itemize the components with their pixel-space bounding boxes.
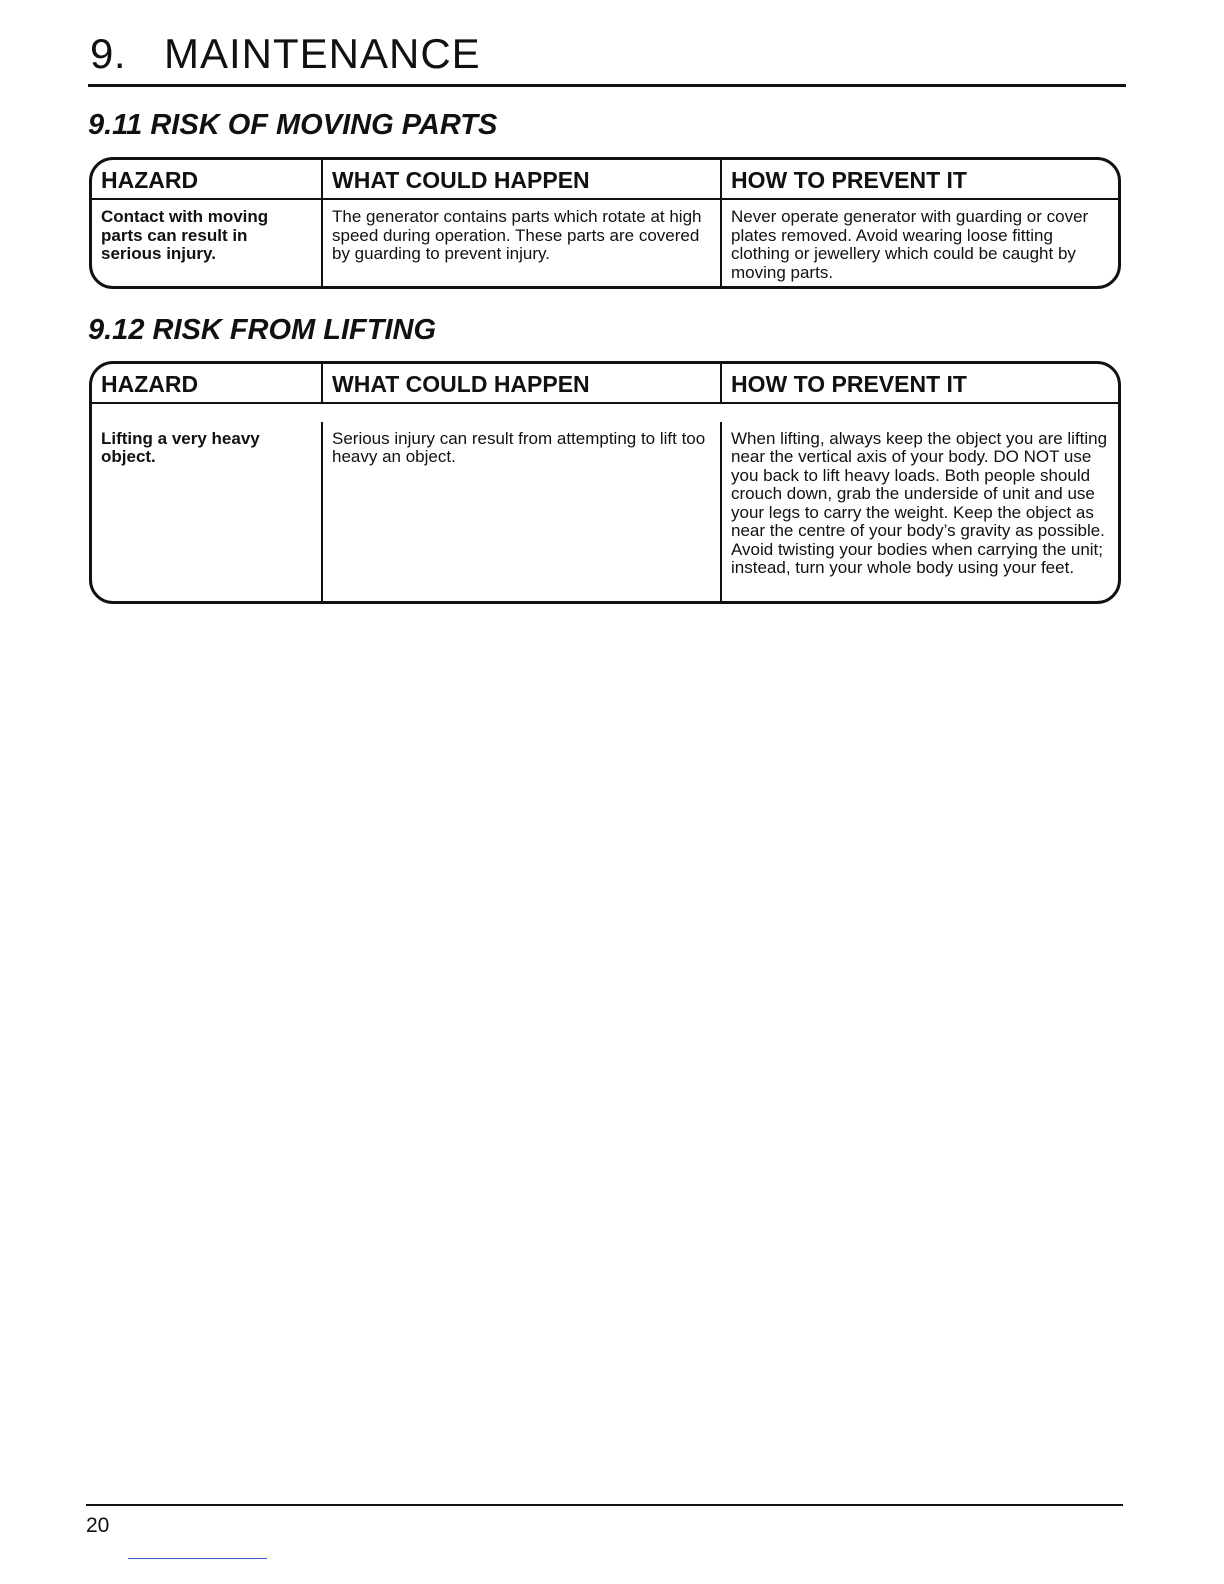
footer-link-underline — [128, 1558, 267, 1559]
column-header-how-to-prevent: HOW TO PREVENT IT — [722, 364, 1118, 404]
risk-table-moving-parts — [89, 157, 1121, 289]
column-header-hazard: HAZARD — [92, 160, 323, 200]
how-to-prevent-cell: Never operate generator with guarding or cover plates removed. Avoid wearing loose fitting clothing or jewellery which could be caught by moving parts. — [731, 207, 1089, 282]
page-number: 20 — [86, 1514, 110, 1537]
chapter-title: MAINTENANCE — [164, 30, 481, 77]
column-header-what-could-happen: WHAT COULD HAPPEN — [323, 160, 722, 200]
section-heading-moving-parts: 9.11 RISK OF MOVING PARTS — [88, 109, 498, 141]
column-header-what-could-happen: WHAT COULD HAPPEN — [323, 364, 722, 404]
column-header-hazard: HAZARD — [92, 364, 323, 404]
chapter-header — [88, 28, 1126, 87]
how-to-prevent-cell: When lifting, always keep the object you are lifting near the vertical axis of your body. DO NOT use you back to lift heavy loads. Both people should crouch down, grab the underside of unit and use your legs to carry the weight. Keep the object as near the centre of your body’s gravity as possible. Avoid twisting your bodies when carrying the unit; instead, turn your whole body using your feet. — [731, 428, 1108, 577]
section-heading-lifting: 9.12 RISK FROM LIFTING — [88, 314, 437, 346]
hazard-cell: Lifting a very heavy object. — [92, 422, 323, 602]
chapter-number: 9. — [90, 30, 127, 77]
page-footer — [86, 1504, 1123, 1537]
hazard-cell: Contact with moving parts can result in serious injury. — [92, 200, 323, 288]
risk-table-lifting — [89, 361, 1121, 604]
what-could-happen-cell: Serious injury can result from attempting to lift too heavy an object. — [323, 422, 722, 602]
what-could-happen-cell: The generator contains parts which rotate at high speed during operation. These parts are covered by guarding to prevent injury. — [323, 200, 722, 288]
column-header-how-to-prevent: HOW TO PREVENT IT — [722, 160, 1118, 200]
